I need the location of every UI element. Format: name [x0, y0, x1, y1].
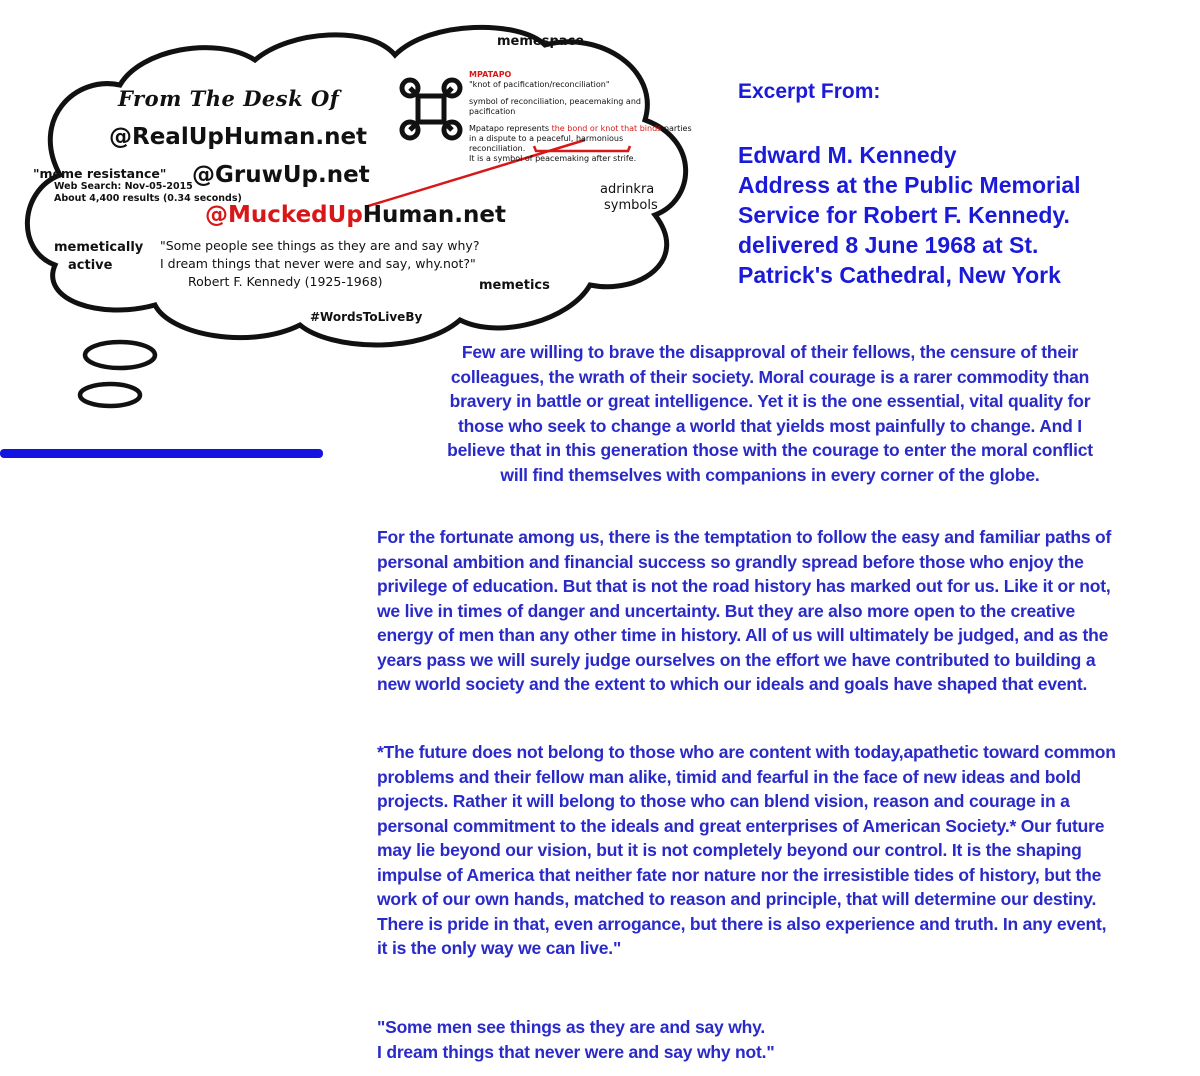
para3-line: There is pride in that, even arrogance, but there is also experience and truth. In any event,: [377, 913, 1107, 934]
para2-line: we live in times of danger and uncertainty. But they are also more open to the creative: [377, 600, 1076, 621]
para1-line: will find themselves with companions in every corner of the globe.: [500, 464, 1040, 485]
heading-line3: Service for Robert F. Kennedy.: [738, 202, 1070, 228]
label-adrinkra: adrinkra: [600, 182, 655, 197]
mpatapo-desc-post: parties: [661, 124, 692, 133]
divider-bar: [0, 449, 323, 458]
para3-line: personal commitment to the ideals and great enterprises of American Society.* Our future: [377, 815, 1105, 836]
mpatapo-desc-pre: Mpatapo represents: [469, 124, 552, 133]
speech-paragraph-1: [340, 340, 1200, 487]
web-search-results: About 4,400 results (0.34 seconds): [54, 193, 242, 204]
heading-line2: Address at the Public Memorial: [738, 172, 1081, 198]
para3-line: problems and their fellow man alike, timid and fearful in the face of new ideas and bold: [377, 766, 1081, 787]
label-memetically: memetically: [54, 240, 144, 255]
handle-black-part: Human.net: [362, 202, 506, 228]
web-search-date: Web Search: Nov-05-2015: [54, 181, 193, 192]
para1-line: Few are willing to brave the disapproval of their fellows, the censure of their: [461, 342, 1079, 362]
cloud-quote: [160, 237, 479, 291]
label-memespace: memespace: [497, 34, 585, 49]
para2-line: energy of men than any other time in history. All of us will ultimately be judged, and as the: [377, 625, 1109, 645]
para1-line: colleagues, the wrath of their society. Moral courage is a rarer commodity than: [450, 366, 1090, 387]
para4-line: I dream things that never were and say why not.": [377, 1041, 775, 1062]
heading-line5: Patrick's Cathedral, New York: [738, 262, 1061, 288]
cloud-quote-attribution: Robert F. Kennedy (1925-1968): [188, 274, 383, 289]
para2-line: privilege of education. But that is not the road history has marked out for us. Like it or not,: [377, 576, 1111, 596]
mpatapo-title: MPATAPO: [469, 70, 512, 79]
speech-paragraph-4: [377, 1015, 1192, 1064]
handle-muckeduphuman: [205, 202, 506, 228]
mpatapo-desc-line2: in a dispute to a peaceful, harmonious reconciliation.: [469, 134, 624, 153]
handle-realuphuman: @RealUpHuman.net: [109, 124, 368, 150]
para2-line: new world society and the extent to which our ideals and goals have shaped that event.: [377, 674, 1088, 694]
mpatapo-desc-line1: [469, 124, 692, 134]
label-active: active: [68, 258, 113, 273]
heading-line1: Edward M. Kennedy: [738, 142, 957, 168]
mpatapo-knot-icon: [398, 76, 464, 142]
speech-paragraph-3: [377, 740, 1197, 961]
label-symbols: symbols: [604, 198, 658, 213]
handle-gruwup: @GruwUp.net: [192, 162, 370, 188]
excerpt-label: Excerpt From:: [738, 80, 881, 103]
cloud-quote-line2: I dream things that never were and say, why.not?": [160, 256, 476, 271]
mpatapo-subtitle: "knot of pacification/reconciliation": [469, 80, 610, 89]
mpatapo-symbol-line: symbol of reconciliation, peacemaking and pacification: [469, 97, 641, 116]
para4-line: "Some men see things as they are and say why.: [377, 1017, 766, 1037]
para3-line: may lie beyond our vision, but it is not completely beyond our control. It is the shaping: [377, 840, 1082, 860]
desk-title: From The Desk Of: [118, 86, 340, 111]
handle-red-part: @MuckedUp: [205, 202, 363, 228]
label-memetics: memetics: [479, 278, 550, 293]
heading-line4: delivered 8 June 1968 at St.: [738, 232, 1039, 258]
para3-line: *The future does not belong to those who are content with today,apathetic toward common: [377, 742, 1116, 762]
para1-line: believe that in this generation those with the courage to enter the moral conflict: [447, 440, 1093, 460]
speech-heading: [738, 140, 1081, 290]
speech-paragraph-2: [377, 525, 1192, 697]
para1-line: those who seek to change a world that yields most painfully to change. And I: [458, 415, 1082, 436]
para1-line: bravery in battle or great intelligence. Yet it is the one essential, vital quality for: [449, 391, 1091, 411]
mpatapo-desc-highlight: the bond or knot that binds: [551, 124, 662, 133]
mpatapo-desc-line3: It is a symbol of peacemaking after strife.: [469, 154, 637, 163]
label-meme-resistance: "meme resistance": [33, 166, 167, 181]
cloud-quote-line1: "Some people see things as they are and say why?: [160, 238, 480, 253]
hashtag: #WordsToLiveBy: [310, 310, 423, 324]
para3-line: impulse of America that neither fate nor nature nor the irresistible tides of history, but the: [377, 864, 1102, 885]
para3-line: projects. Rather it will belong to those who can blend vision, reason and courage in a: [377, 791, 1070, 811]
para3-line: it is the only way we can live.": [377, 938, 622, 958]
para2-line: personal ambition and financial success so grandly spread before those who enjoy the: [377, 551, 1084, 572]
mpatapo-description: [469, 70, 692, 164]
para3-line: work of our own hands, matched to reason and principle, that will determine our destiny.: [377, 889, 1097, 909]
para2-line: years pass we will surely judge ourselves on the effort we have contributed to building a: [377, 649, 1096, 670]
para2-line: For the fortunate among us, there is the temptation to follow the easy and familiar paths of: [377, 527, 1112, 547]
